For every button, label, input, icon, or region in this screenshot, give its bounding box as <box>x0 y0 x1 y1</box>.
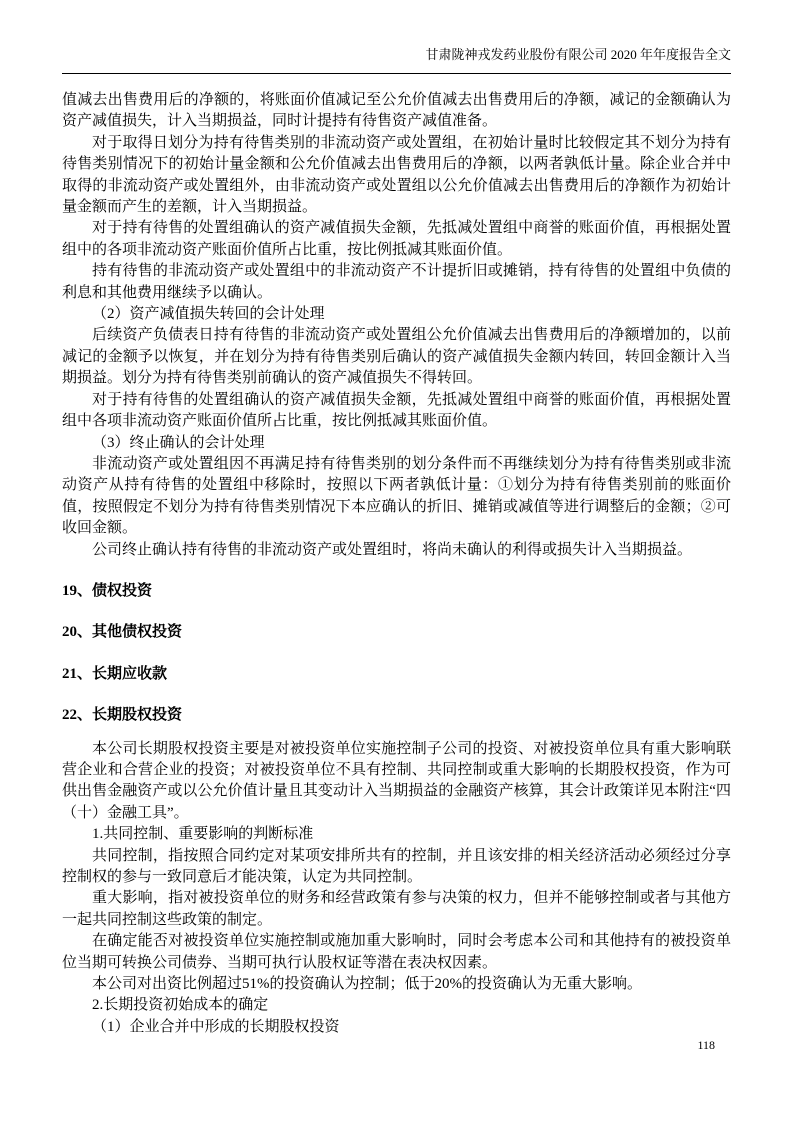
document-body <box>62 90 731 1038</box>
paragraph: 公司终止确认持有待售的非流动资产或处置组时，将尚未确认的利得或损失计入当期损益。 <box>92 541 693 558</box>
paragraph: 对于取得日划分为持有待售类别的非流动资产或处置组，在初始计量时比较假定其不划分为持有待售类别情况下的初始计量金额和公允价值减去出售费用后的净额，以两者孰低计量。除企业合并中取得的非流动资产或处置组外，由非流动资产或处置组以公允价值减去出售费用后的净额作为初始计量金额而产生的差额，计入当期损益。 <box>62 134 731 216</box>
paragraph: 后续资产负债表日持有待售的非流动资产或处置组公允价值减去出售费用后的净额增加的，以前减记的金额予以恢复，并在划分为持有待售类别后确认的资产减值损失金额内转回，转回金额计入当期损益。划分为持有待售类别前确认的资产减值损失不得转回。 <box>62 327 731 387</box>
report-header <box>62 46 731 74</box>
paragraph: 本公司对出资比例超过51%的投资确认为控制；低于20%的投资确认为无重大影响。 <box>92 976 642 993</box>
paragraph: 在确定能否对被投资单位实施控制或施加重大影响时，同时会考虑本公司和其他持有的被投资单位当期可转换公司债券、当期可执行认股权证等潜在表决权因素。 <box>62 933 731 971</box>
page-number: 118 <box>697 1038 715 1052</box>
paragraph: 对于持有待售的处置组确认的资产减值损失金额，先抵减处置组中商誉的账面价值，再根据处置组中的各项非流动资产账面价值所占比重，按比例抵减其账面价值。 <box>62 220 731 258</box>
paragraph: 本公司长期股权投资主要是对被投资单位实施控制子公司的投资、对被投资单位具有重大影响联营企业和合营企业的投资；对被投资单位不具有控制、共同控制或重大影响的长期股权投资，作为可供出售金融资产或以公允价值计量且其变动计入当期损益的金融资产核算，其会计政策详见本附注“四（十）金融工具”。 <box>62 740 731 821</box>
paragraph: （1）企业合并中形成的长期股权投资 <box>92 1018 340 1035</box>
paragraph: 重大影响，指对被投资单位的财务和经营政策有参与决策的权力，但并不能够控制或者与其他方一起共同控制这些政策的制定。 <box>62 890 731 928</box>
section-heading: 19、债权投资 <box>62 582 153 599</box>
paragraph: 值减去出售费用后的净额的，将账面价值减记至公允价值减去出售费用后的净额，减记的金额确认为资产减值损失，计入当期损益，同时计提持有待售资产减值准备。 <box>62 92 731 130</box>
paragraph: 持有待售的非流动资产或处置组中的非流动资产不计提折旧或摊销，持有待售的处置组中负债的利息和其他费用继续予以确认。 <box>62 263 731 301</box>
paragraph: 共同控制，指按照合同约定对某项安排所共有的控制，并且该安排的相关经济活动必须经过分享控制权的参与一致同意后才能决策，认定为共同控制。 <box>62 847 731 885</box>
section-heading: 21、长期应收款 <box>62 665 168 682</box>
section-heading: 22、长期股权投资 <box>62 707 183 724</box>
section-heading: 20、其他债权投资 <box>62 624 183 641</box>
report-title: 甘肃陇神戎发药业股份有限公司 2020 年年度报告全文 <box>425 47 731 62</box>
paragraph: （3）终止确认的会计处理 <box>92 434 265 451</box>
paragraph: 对于持有待售的处置组确认的资产减值损失金额，先抵减处置组中商誉的账面价值，再根据处置组中各项非流动资产账面价值所占比重，按比例抵减其账面价值。 <box>62 391 731 430</box>
paragraph: 2.长期投资初始成本的确定 <box>92 997 269 1014</box>
paragraph: 1.共同控制、重要影响的判断标准 <box>92 826 314 843</box>
paragraph: （2）资产减值损失转回的会计处理 <box>92 306 325 323</box>
paragraph: 非流动资产或处置组因不再满足持有待售类别的划分条件而不再继续划分为持有待售类别或非流动资产从持有待售的处置组中移除时，按照以下两者孰低计量：①划分为持有待售类别前的账面价值，按照假定不划分为持有待售类别情况下本应确认的折旧、摊销或减值等进行调整后的金额；②可收回金额。 <box>62 455 731 537</box>
